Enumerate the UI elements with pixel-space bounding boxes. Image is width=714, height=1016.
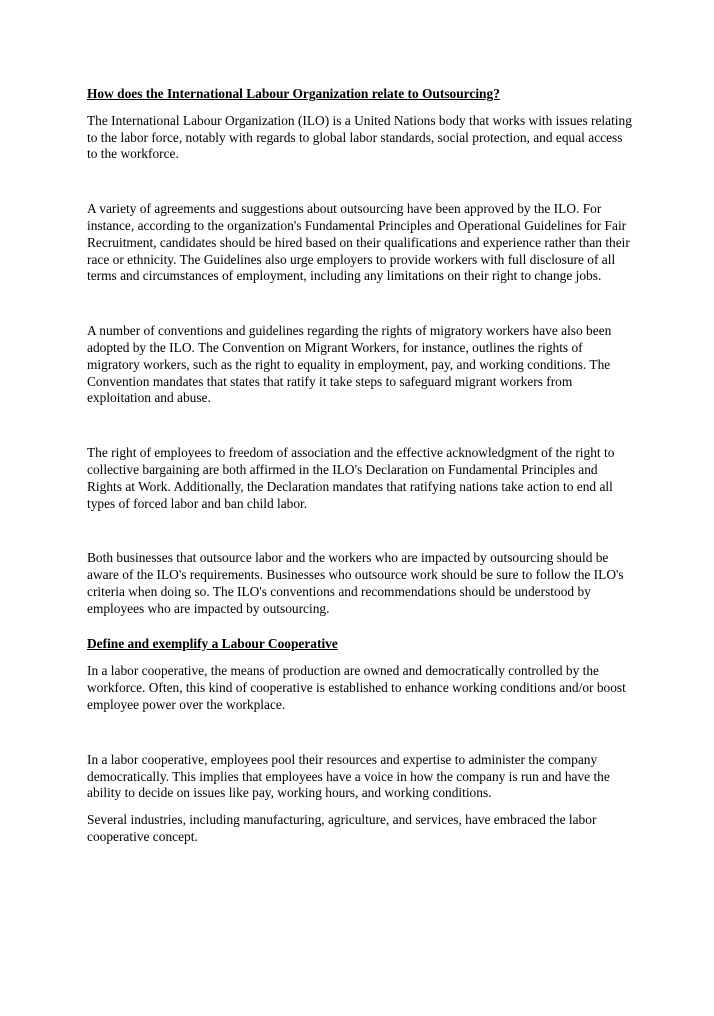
paragraph: The right of employees to freedom of association and the effective acknowledgment of the right to collective bargaining are both affirmed in the ILO's Declaration on Fundamental Principles and Rights at Work. Additionally, the Declaration mandates that ratifying nations take action to end all types of forced labor and ban child labor. <box>87 445 615 511</box>
paragraph: Both businesses that outsource labor and the workers who are impacted by outsourcing should be aware of the ILO's requirements. Businesses who outsource work should be sure to follow the ILO's criteria when doing so. The ILO's conventions and recommendations should be understood by employees who are impacted by outsourcing. <box>87 550 624 616</box>
section-heading-labour-cooperative: Define and exemplify a Labour Cooperative <box>87 635 338 651</box>
paragraph: In a labor cooperative, the means of production are owned and democratically controlled by the workforce. Often, this kind of cooperative is established to enhance working conditions and/or boost employee power over the workplace. <box>87 663 626 712</box>
paragraph: A variety of agreements and suggestions about outsourcing have been approved by the ILO. For instance, according to the organization's Fundamental Principles and Operational Guidelines for Fair Recruitment, candidates should be hired based on their qualifications and experience rather than their race or ethnicity. The Guidelines also urge employers to provide workers with full disclosure of all terms and circumstances of employment, including any limitations on their right to change jobs. <box>87 201 630 284</box>
paragraph: Several industries, including manufacturing, agriculture, and services, have embraced the labor cooperative concept. <box>87 812 597 844</box>
paragraph: In a labor cooperative, employees pool their resources and expertise to administer the company democratically. This implies that employees have a voice in how the company is run and have the ability to decide on issues like pay, working hours, and working conditions. <box>87 751 610 801</box>
section-heading-ilo-outsourcing: How does the International Labour Organization relate to Outsourcing? <box>87 86 500 101</box>
paragraph: The International Labour Organization (ILO) is a United Nations body that works with issues relating to the labor force, notably with regards to global labor standards, social protection, and equal access to the workforce. <box>87 112 632 162</box>
paragraph: A number of conventions and guidelines regarding the rights of migratory workers have also been adopted by the ILO. The Convention on Migrant Workers, for instance, outlines the rights of migratory workers, such as the right to equality in employment, pay, and working conditions. The Convention mandates that states that ratify it take steps to safeguard migrant workers from exploitation and abuse. <box>87 323 612 406</box>
document-body <box>87 86 632 846</box>
